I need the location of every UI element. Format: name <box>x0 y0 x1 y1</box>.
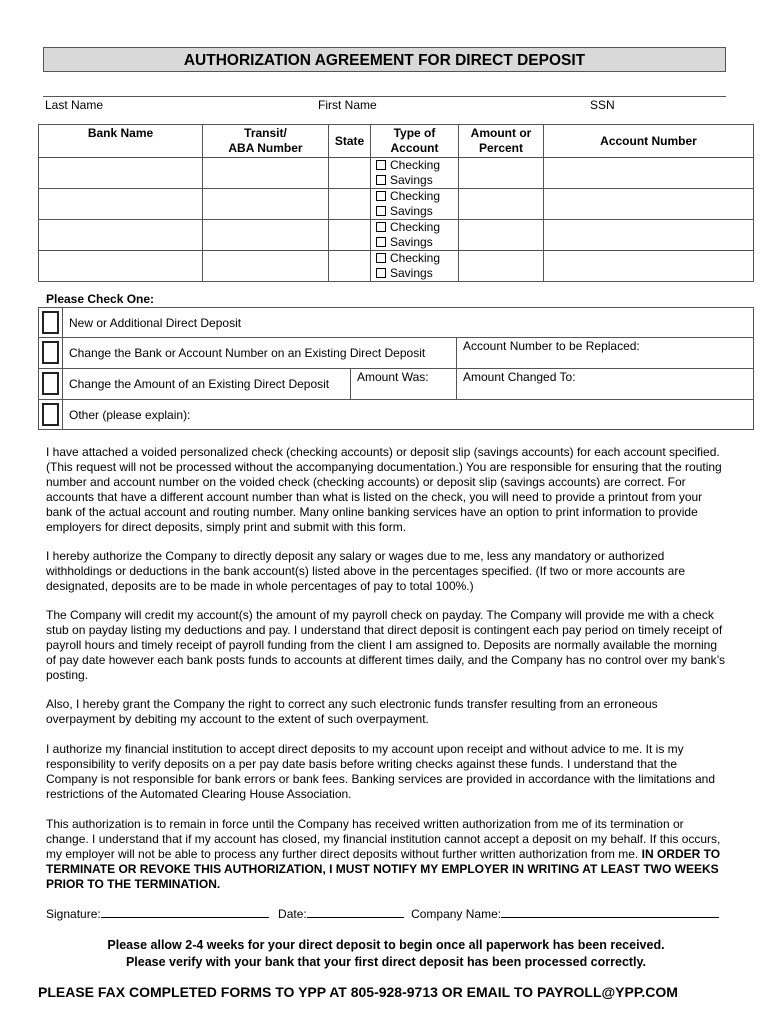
signature-field[interactable] <box>101 905 269 918</box>
account-type-cell <box>371 251 459 282</box>
aba-cell[interactable] <box>203 220 329 251</box>
date-field[interactable] <box>307 905 404 918</box>
change-bank-label: Change the Bank or Account Number on an Existing Direct Deposit <box>63 338 457 369</box>
checkbox-icon[interactable] <box>376 175 386 185</box>
paragraph-authorize: I hereby authorize the Company to directly deposit any salary or wages due to me, less any mandatory or authorized withholdings or deductions in the bank account(s) listed above in the percentages specified. (If two or more accounts are designated, deposits are to be made in whole percentages of pay to total 100%.) <box>46 549 686 593</box>
amount-cell[interactable] <box>459 251 544 282</box>
option-row-new <box>39 308 754 338</box>
notice-line-1: Please allow 2-4 weeks for your direct deposit to begin once all paperwork has been received. <box>107 938 665 952</box>
checkbox-icon[interactable] <box>376 160 386 170</box>
checkbox-icon[interactable] <box>376 237 386 247</box>
fax-email-footer: PLEASE FAX COMPLETED FORMS TO YPP AT 805-928-9713 OR EMAIL TO PAYROLL@YPP.COM <box>38 984 678 1000</box>
processing-notice <box>46 937 726 971</box>
company-name-label: Company Name: <box>411 907 502 921</box>
table-row <box>39 158 754 189</box>
option-row-change-amount <box>39 369 754 400</box>
table-row <box>39 220 754 251</box>
replaced-account-field[interactable]: Account Number to be Replaced: <box>457 338 754 369</box>
amount-percent-header: Amount or Percent <box>459 125 544 158</box>
checkbox-icon[interactable] <box>376 206 386 216</box>
option-row-other <box>39 400 754 430</box>
paragraph-termination <box>46 817 726 892</box>
amount-cell[interactable] <box>459 220 544 251</box>
savings-option[interactable]: Savings <box>376 235 458 250</box>
account-number-cell[interactable] <box>544 158 754 189</box>
bank-name-cell[interactable] <box>39 189 203 220</box>
amount-was-field[interactable]: Amount Was: <box>351 369 457 400</box>
company-name-field[interactable] <box>501 905 719 918</box>
date-label: Date: <box>278 907 307 921</box>
bank-name-cell[interactable] <box>39 220 203 251</box>
savings-option[interactable]: Savings <box>376 173 458 188</box>
checkbox-icon[interactable] <box>376 253 386 263</box>
last-name-label: Last Name <box>45 98 104 112</box>
new-deposit-label: New or Additional Direct Deposit <box>63 308 754 338</box>
checking-option[interactable]: Checking <box>376 189 458 204</box>
table-row <box>39 251 754 282</box>
termination-text: This authorization is to remain in force until the Company has received written authorization from me of its termination or change. I understand that if my account has closed, my financial institution cannot accept a deposit on my behalf. If this occurs, my employer will not be able to process any further direct deposits without further written authorization from me. <box>46 817 721 861</box>
bank-account-table <box>38 124 754 282</box>
state-cell[interactable] <box>329 220 371 251</box>
change-amount-label: Change the Amount of an Existing Direct Deposit <box>63 369 351 400</box>
paragraph-correction: Also, I hereby grant the Company the right to correct any such electronic funds transfer resulting from an erroneous overpayment by debiting my account to the extent of such overpayment. <box>46 697 658 726</box>
bank-name-cell[interactable] <box>39 158 203 189</box>
state-header: State <box>329 125 371 158</box>
bank-table-header <box>39 125 754 158</box>
notice-line-2: Please verify with your bank that your first direct deposit has been processed correctly. <box>125 955 647 969</box>
checking-option[interactable]: Checking <box>376 158 458 173</box>
state-cell[interactable] <box>329 189 371 220</box>
checkbox-icon[interactable] <box>42 341 59 364</box>
account-type-cell <box>371 220 459 251</box>
ssn-label: SSN <box>590 98 615 112</box>
paragraph-documentation: I have attached a voided personalized check (checking accounts) or deposit slip (savings accounts) for each account specified. (This request will not be processed without the accompanying documentation.) You are responsible for ensuring that the routing number and account number on the voided check (checking accounts) or deposit slip (savings accounts) are correct. For accounts that have a different account number than what is listed on the check, you will need to provide a printout from your bank of the actual account and routing number. Many online banking services have an option to print information to provide employers for direct deposits, simply print and submit with this form. <box>46 445 722 534</box>
amount-changed-field[interactable]: Amount Changed To: <box>457 369 754 400</box>
amount-cell[interactable] <box>459 189 544 220</box>
signature-row <box>46 905 719 921</box>
account-number-cell[interactable] <box>544 220 754 251</box>
form-title: AUTHORIZATION AGREEMENT FOR DIRECT DEPOSIT <box>43 47 726 72</box>
checkbox-icon[interactable] <box>376 222 386 232</box>
account-number-cell[interactable] <box>544 251 754 282</box>
name-row-rule <box>43 96 726 97</box>
change-amount-checkbox[interactable] <box>39 369 63 400</box>
account-number-cell[interactable] <box>544 189 754 220</box>
transit-aba-header: Transit/ ABA Number <box>203 125 329 158</box>
aba-cell[interactable] <box>203 158 329 189</box>
paragraph-financial-institution: I authorize my financial institution to accept direct deposits to my account upon receipt and without advice to me. It is my responsibility to verify deposits on a per pay date basis before writing checks against these funds. I understand that the Company is not responsible for bank errors or bank fees. Banking services are provided in accordance with the limitations and restrictions of the Automated Clearing House Association. <box>46 742 716 801</box>
change-bank-checkbox[interactable] <box>39 338 63 369</box>
signature-label: Signature: <box>46 907 101 921</box>
checkbox-icon[interactable] <box>42 311 59 334</box>
termination-warning: IN ORDER TO TERMINATE OR REVOKE THIS AUTHORIZATION, I MUST NOTIFY MY EMPLOYER IN WRITING AT LEAST TWO WEEKS PRIOR TO THE TERMINATION. <box>46 847 721 891</box>
amount-cell[interactable] <box>459 158 544 189</box>
paragraph-credit: The Company will credit my account(s) the amount of my payroll check on payday. The Company will provide me with a check stub on payday listing my deductions and pay. I understand that direct deposit is contingent each pay period on timely receipt of payroll hours and timely receipt of payroll funding from the client I am assigned to. Deposits are normally available the morning of pay date however each bank posts funds to accounts at different times daily, and the Company has no control over my bank’s posting. <box>46 608 726 682</box>
account-type-cell <box>371 158 459 189</box>
new-deposit-checkbox[interactable] <box>39 308 63 338</box>
check-one-table <box>38 307 754 430</box>
savings-option[interactable]: Savings <box>376 204 458 219</box>
aba-cell[interactable] <box>203 189 329 220</box>
account-type-header: Type of Account <box>371 125 459 158</box>
checkbox-icon[interactable] <box>42 372 59 395</box>
savings-option[interactable]: Savings <box>376 266 458 281</box>
checkbox-icon[interactable] <box>42 403 59 426</box>
check-one-title: Please Check One: <box>46 292 155 306</box>
account-type-cell <box>371 189 459 220</box>
other-field[interactable]: Other (please explain): <box>63 400 754 430</box>
state-cell[interactable] <box>329 158 371 189</box>
checkbox-icon[interactable] <box>376 268 386 278</box>
checkbox-icon[interactable] <box>376 191 386 201</box>
checking-option[interactable]: Checking <box>376 220 458 235</box>
table-row <box>39 189 754 220</box>
checking-option[interactable]: Checking <box>376 251 458 266</box>
bank-name-header: Bank Name <box>39 125 203 158</box>
first-name-label: First Name <box>318 98 377 112</box>
other-checkbox[interactable] <box>39 400 63 430</box>
state-cell[interactable] <box>329 251 371 282</box>
option-row-change-bank <box>39 338 754 369</box>
bank-name-cell[interactable] <box>39 251 203 282</box>
aba-cell[interactable] <box>203 251 329 282</box>
account-number-header: Account Number <box>544 125 754 158</box>
